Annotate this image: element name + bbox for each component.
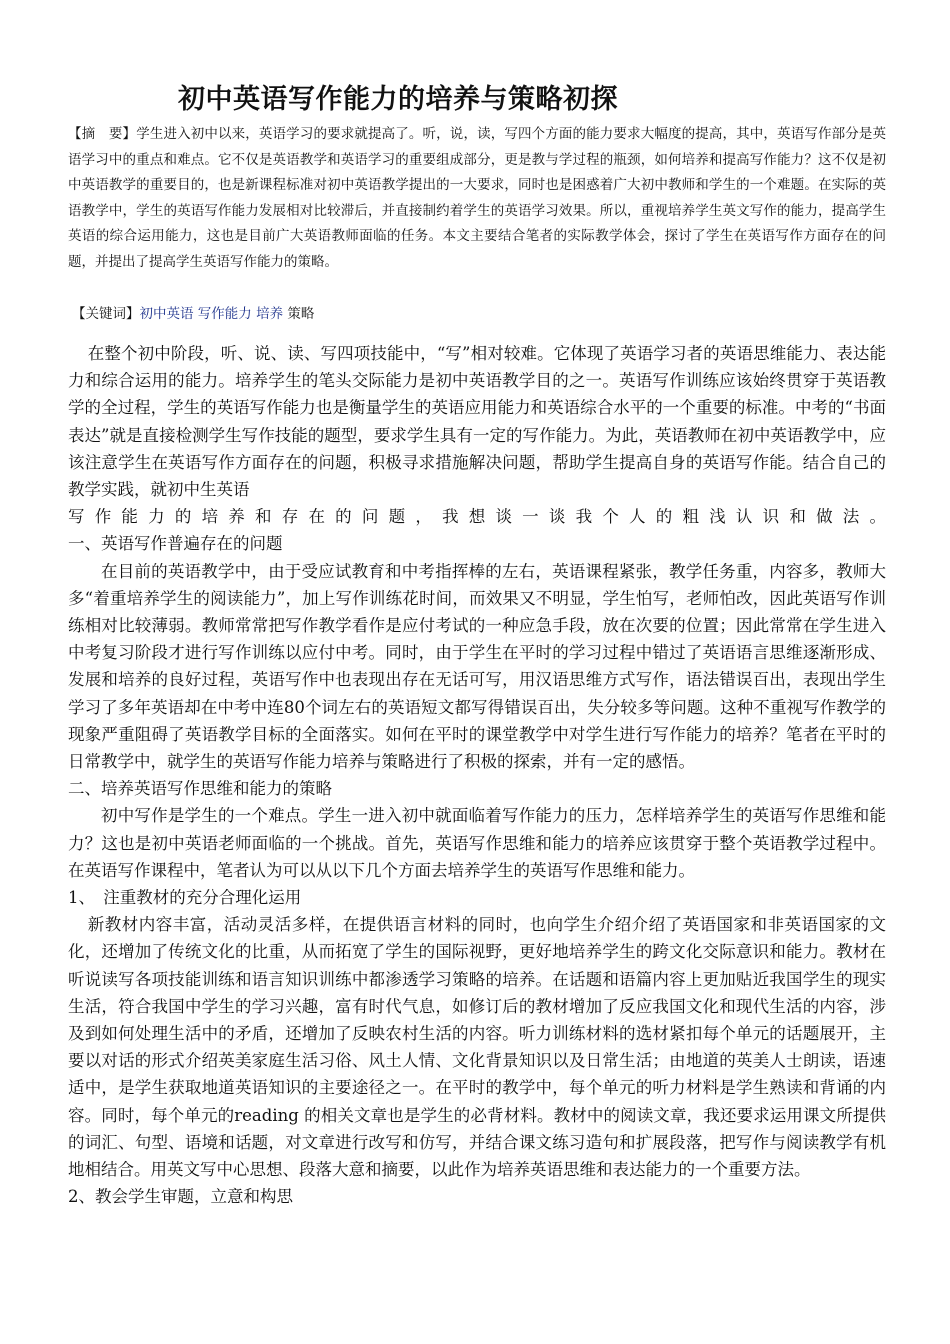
keyword: 初中英语 — [139, 306, 194, 322]
keywords — [68, 302, 886, 326]
keyword: 培养 — [256, 306, 284, 322]
paragraph: 初中写作是学生的一个难点。学生一进入初中就面临着写作能力的压力，怎样培养学生的英语写作思维和能力？这也是初中英语老师面临的一个挑战。首先，英语写作思维和能力的培养应该贯穿于整个英语教学过程中。在英语写作课程中，笔者认为可以从以下几个方面去培养学生的英语写作思维和能力。 — [68, 806, 886, 880]
article-body — [68, 340, 886, 1211]
abstract — [68, 122, 886, 275]
abstract-text: 学生进入初中以来，英语学习的要求就提高了。听，说，读，写四个方面的能力要求大幅度的提高，其中，英语写作部分是英语学习中的重点和难点。它不仅是英语教学和英语学习的重要组成部分，更是教与学过程的瓶颈，如何培养和提高写作能力？这不仅是初中英语教学的重要目的，也是新课程标准对初中英语教学提出的一大要求，同时也是困惑着广大初中教师和学生的一个难题。在实际的英语教学中，学生的英语写作能力发展相对比较滞后，并直接制约着学生的英语学习效果。所以，重视培养学生英文写作的能力，提高学生英语的综合运用能力，这也是目前广大英语教师面临的任务。本文主要结合笔者的实际教学体会，探讨了学生在英语写作方面存在的问题，并提出了提高学生英语写作能力的策略。 — [68, 126, 887, 270]
subsection-heading-2: 2、教会学生审题，立意和构思 — [68, 1187, 293, 1207]
keywords-label: 【关键词】 — [72, 306, 140, 322]
abstract-label: 【摘 要】 — [68, 126, 137, 142]
paragraph: 在目前的英语教学中，由于受应试教育和中考指挥棒的左右，英语课程紧张，教学任务重，内容多，教师大多“着重培养学生的阅读能力”，加上写作训练花时间，而效果又不明显，学生怕写，老师怕改，因此英语写作训练相对比较薄弱。教师常常把写作教学看作是应付考试的一种应急手段，放在次要的位置；因此常常在学生进入中考复习阶段才进行写作训练以应付中考。同时，由于学生在平时的学习过程中错过了英语语言思维逐渐形成、发展和培养的良好过程，英语写作中也表现出存在无话可写，用汉语思维方式写作，语法错误百出，表现出学生学习了多年英语却在中考中连80个词左右的英语短文都写得错误百出，失分较多等问题。这种不重视写作教学的现象严重阻碍了英语教学目标的全面落实。如何在平时的课堂教学中对学生进行写作能力的培养？笔者在平时的日常教学中，就学生的英语写作能力培养与策略进行了积极的探索，并有一定的感悟。 — [68, 561, 886, 772]
page-title: 初中英语写作能力的培养与策略初探 — [178, 84, 618, 115]
section-heading-1: 一、英语写作普遍存在的问题 — [68, 534, 283, 554]
section-heading-2: 二、培养英语写作思维和能力的策略 — [68, 779, 332, 799]
intro-paragraph-last-line: 写作能力的培养和存在的问题，我想谈一谈我个人的粗浅认识和做法。 — [68, 507, 886, 527]
intro-paragraph: 在整个初中阶段，听、说、读、写四项技能中，“写”相对较难。它体现了英语学习者的英语思维能力、表达能力和综合运用的能力。培养学生的笔头交际能力是初中英语教学目的之一。英语写作训练应该始终贯穿于英语教学的全过程，学生的英语写作能力也是衡量学生的英语应用能力和英语综合水平的一个重要的标准。中考的“书面表达”就是直接检测学生写作技能的题型，要求学生具有一定的写作能力。为此，英语教师在初中英语教学中，应该注意学生在英语写作方面存在的问题，积极寻求措施解决问题，帮助学生提高自身的英语写作能。结合自己的教学实践，就初中生英语 — [68, 344, 886, 500]
paragraph: 新教材内容丰富，活动灵活多样，在提供语言材料的同时，也向学生介绍介绍了英语国家和非英语国家的文化，还增加了传统文化的比重，从而拓宽了学生的国际视野，更好地培养学生的跨文化交际意识和能力。教材在听说读写各项技能训练和语言知识训练中都渗透学习策略的培养。在话题和语篇内容上更加贴近我国学生的现实生活，符合我国中学生的学习兴趣，富有时代气息，如修订后的教材增加了反应我国文化和现代生活的内容，涉及到如何处理生活中的矛盾，还增加了反映农村生活的内容。听力训练材料的选材紧扣每个单元的话题展开，主要以对话的形式介绍英美家庭生活习俗、风土人情、文化背景知识以及日常生活；由地道的英美人士朗读，语速适中，是学生获取地道英语知识的主要途径之一。在平时的教学中，每个单元的听力材料是学生熟读和背诵的内容。同时，每个单元的reading 的相关文章也是学生的必背材料。教材中的阅读文章，我还要求运用课文所提供的词汇、句型、语境和话题，对文章进行改写和仿写，并结合课文练习造句和扩展段落，把写作与阅读教学有机地相结合。用英文写中心思想、段落大意和摘要，以此作为培养英语思维和表达能力的一个重要方法。 — [68, 915, 886, 1180]
keyword: 策略 — [287, 306, 315, 322]
keyword: 写作能力 — [197, 306, 252, 322]
subsection-heading-1: 1、 注重教材的充分合理化运用 — [68, 888, 302, 908]
document-page — [68, 80, 886, 1211]
